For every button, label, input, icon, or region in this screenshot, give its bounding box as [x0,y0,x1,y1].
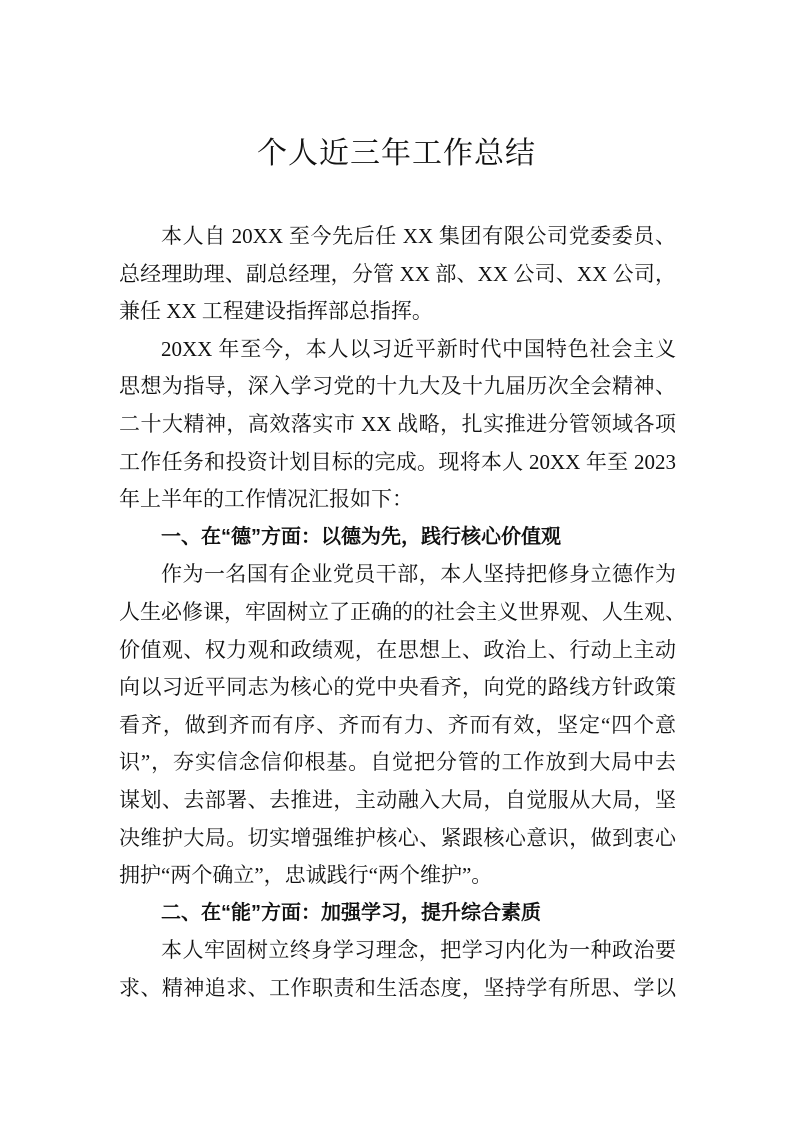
text-line: 人生必修课，牢固树立了正确的的社会主义世界观、人生观、 [119,599,686,624]
text-line: 本人牢固树立终身学习理念，把学习内化为一种政治要 [161,938,676,963]
text-line: 识”，夯实信念信仰根基。自觉把分管的工作放到大局中去 [119,750,676,775]
text-line: 向以习近平同志为核心的党中央看齐，向党的路线方针政策 [119,675,676,700]
text-line: 20XX 年至今，本人以习近平新时代中国特色社会主义 [161,336,676,361]
document-title: 个人近三年工作总结 [257,137,536,170]
text-line: 本人自 20XX 至今先后任 XX 集团有限公司党委委员、 [161,224,676,248]
text-line: 兼任 XX 工程建设指挥部总指挥。 [119,299,433,324]
text-line: 求、精神追求、工作职责和生活态度，坚持学有所思、学以 [119,975,676,1000]
section-heading: 一、在“德”方面：以德为先，践行核心价值观 [161,525,561,548]
text-line: 看齐，做到齐而有序、齐而有力、齐而有效，坚定“四个意 [119,712,676,737]
text-line: 决维护大局。切实增强维护核心、紧跟核心意识，做到衷心 [119,825,676,850]
text-line: 二十大精神，高效落实市 XX 战略，扎实推进分管领域各项 [119,411,676,436]
text-line: 谋划、去部署、去推进，主动融入大局，自觉服从大局，坚 [119,787,676,812]
section-heading: 二、在“能”方面：加强学习，提升综合素质 [161,901,541,924]
text-line: 拥护“两个确立”，忠诚践行“两个维护”。 [119,863,493,888]
text-line: 年上半年的工作情况汇报如下： [119,487,413,512]
text-line: 总经理助理、副总经理，分管 XX 部、XX 公司、XX 公司， [119,261,676,286]
text-line: 价值观、权力观和政绩观，在思想上、政治上、行动上主动 [119,637,676,662]
text-line: 作为一名国有企业党员干部，本人坚持把修身立德作为 [161,562,676,587]
text-line: 工作任务和投资计划目标的完成。现将本人 20XX 年至 2023 [119,449,676,474]
document-body [119,218,686,1007]
text-line: 思想为指导，深入学习党的十九大及十九届历次全会精神、 [119,374,676,399]
